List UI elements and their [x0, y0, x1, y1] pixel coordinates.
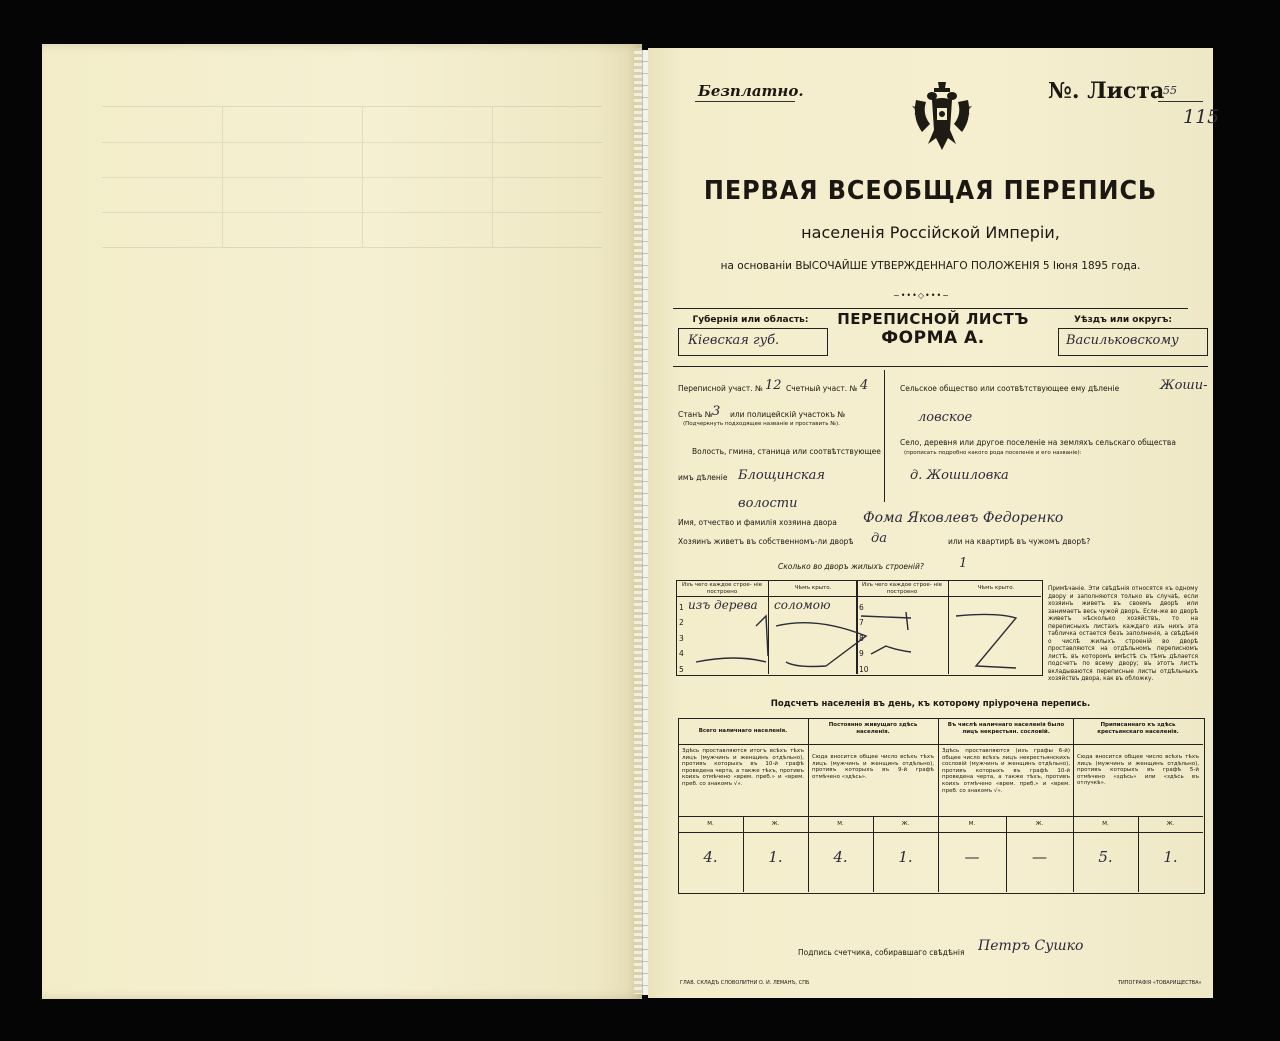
st-zh-3: Ж. [1035, 821, 1044, 827]
volost-label-2: имъ дѣленіе [678, 473, 728, 482]
st-val-2: 1. [768, 848, 783, 866]
st-col2-head: Постоянно живущаго здѣсь населенія. [828, 722, 918, 735]
st-val-3: 4. [833, 848, 848, 866]
signature-label: Подпись счетчика, собиравшаго свѣдѣнія [798, 948, 965, 957]
printer-stamp-left: ГЛАВ. СКЛАДЪ СЛОВОЛИТНИ О. И. ЛЕМАНЪ, СПБ [680, 980, 810, 986]
sheet-number-label: №. Листа [1048, 78, 1165, 104]
st-val-7: 5. [1098, 848, 1113, 866]
st-col4-body: Сюда вносится общее число всѣхъ тѣхъ лицъ (мужчинъ и женщинъ отдѣльно), противъ которыхъ въ графѣ 5-й отмѣчено «здѣсь» или «здѣсь въ отлучкѣ». [1077, 754, 1199, 787]
st-val-1: 4. [703, 848, 718, 866]
st-col3-body: Здѣсь проставляются (изъ графы 6-й) общее число всѣхъ лицъ некрестьянскихъ сословій (мужчинъ и женщинъ отдѣльно), противъ которыхъ въ графѣ 10-й проведена черта, а также тѣхъ, противъ коихъ отмѣчено «врем. преб.» и «врем. преб. со знакомъ √». [942, 748, 1070, 794]
bt-col-material-2: Изъ чего каждое строе- ніе построено [862, 582, 942, 595]
police-label: или полицейскій участокъ № [730, 410, 846, 419]
signature-value: Петръ Сушко [978, 938, 1084, 954]
st-m-1: М. [707, 821, 714, 827]
st-m-3: М. [968, 821, 976, 827]
bt-col-material: Изъ чего каждое строе- ніе построено [682, 582, 762, 595]
district-label: Уѣздъ или округъ: [1074, 315, 1172, 325]
st-col1-body: Здѣсь проставляются итогъ всѣхъ тѣхъ лицъ (мужчинъ и женщинъ отдѣльно), противъ которыхъ въ 10-й графѣ проведена черта, а также тѣхъ, противъ коихъ отмѣчено «врем. преб.» и «врем. преб. со знакомъ √». [682, 748, 804, 787]
volost-value: Блощинская [738, 468, 826, 483]
village-value: д. Жошиловка [910, 468, 1009, 483]
st-head-rule [678, 744, 1203, 745]
volost-label: Волость, гмина, станица или соотвѣтствующее [692, 447, 881, 456]
header-bottom-rule [673, 366, 1208, 367]
census-title: ПЕРВАЯ ВСЕОБЩАЯ ПЕРЕПИСЬ [703, 176, 1158, 206]
stan-label: Станъ № [678, 410, 713, 419]
st-mz-rule [678, 832, 1203, 833]
fields-divider [884, 370, 885, 502]
lives-label-2: или на квартирѣ въ чужомъ дворѣ? [948, 537, 1091, 546]
count-section-label: Счетный участ. № [786, 384, 858, 393]
bt-right-rows: 6 7 8 9 10 [859, 603, 869, 674]
underline-note: (Подчеркнуть подходящее названіе и проставить №). [683, 421, 840, 427]
st-val-5: — [964, 848, 980, 866]
bt-col-roof-2: Чѣмъ крыто. [977, 585, 1015, 591]
volost-value-2: волости [738, 496, 798, 511]
st-zh-1: Ж. [771, 821, 780, 827]
header-top-rule [673, 308, 1188, 309]
sheet-extra-number: 115 [1183, 106, 1220, 128]
stan-value: 3 [712, 404, 721, 419]
buildings-value: 1 [959, 556, 968, 571]
census-form-page [648, 48, 1220, 998]
society-value-2: ловское [918, 410, 973, 425]
society-label: Сельское общество или соотвѣтствующее ему дѣленіе [900, 384, 1120, 393]
owner-label: Имя, отчество и фамилія хозяина двора [678, 518, 837, 527]
buildings-label: Сколько во дворъ жилыхъ строеній? [778, 562, 924, 571]
village-note: (прописать подробно какого рода поселеніе и его названіе): [904, 450, 1082, 456]
book-gutter [634, 48, 642, 994]
st-col2-body: Сюда вносится общее число всѣхъ тѣхъ лицъ (мужчинъ и женщинъ отдѣльно), противъ которыхъ въ 9-й графѣ отмѣчено «здѣсь». [812, 754, 934, 780]
st-val-4: 1. [898, 848, 913, 866]
census-section-value: 12 [765, 378, 782, 393]
buildings-note: Примѣчаніе. Эти свѣдѣнія относятся къ одному двору и заполняются только въ случаѣ, если хозяинъ живетъ въ своемъ дворѣ или занимаетъ весь чужой дворъ. Если-же во дворѣ живетъ нѣсколько хозяйствъ, то на переписныхъ листахъ каждаго изъ нихъ эта табличка остается безъ заполненія, а свѣдѣнія о числѣ жилыхъ строеній во дворѣ проставляются на отдѣльномъ переписномъ листѣ, въ которомъ вмѣстѣ съ тѣмъ дѣлается подсчетъ по всему двору; въ этотъ листъ вкладываются переписные листы отдѣльныхъ хозяйствъ двора, как въ обложку. [1048, 586, 1198, 682]
free-label: Безплатно. [698, 82, 804, 100]
bt-col-roof: Чѣмъ крыто. [794, 585, 832, 591]
left-page-blank [42, 44, 642, 999]
census-subtitle: населенія Россійской Имперіи, [801, 223, 1060, 242]
sheet-number-line [1158, 101, 1203, 102]
printer-stamp-right: ТИПОГРАФІЯ «ТОВАРИЩЕСТВА» [1118, 980, 1202, 986]
bt-left-rows: 1 2 3 4 5 [679, 603, 684, 674]
st-col1-head: Всего наличнаго населенія. [698, 728, 788, 734]
summary-title: Подсчетъ населенія въ день, къ которому пріурочена перепись. [770, 699, 1091, 709]
imperial-eagle-icon [910, 78, 974, 154]
district-value: Васильковскому [1066, 333, 1179, 348]
lives-label: Хозяинъ живетъ въ собственномъ-ли дворѣ [678, 537, 854, 546]
owner-value: Фома Яковлевъ Федоренко [863, 510, 1064, 526]
count-section-value: 4 [860, 378, 869, 393]
st-zh-4: Ж. [1166, 821, 1175, 827]
bt-row1-material: изъ дерева [688, 598, 758, 612]
province-value: Кіевская губ. [688, 333, 780, 348]
ornament-divider: ~•••◇•••~ [893, 291, 950, 300]
book-spread [30, 40, 1220, 1000]
st-m-2: М. [837, 821, 844, 827]
form-title: ПЕРЕПИСНОЙ ЛИСТЪ ФОРМА А. [837, 310, 1029, 348]
sheet-number-value: 55 [1163, 84, 1177, 97]
st-body-rule [678, 816, 1203, 817]
free-underline [695, 101, 795, 102]
st-m-4: М. [1102, 821, 1109, 827]
st-col4-head: Приписаннаго къ здѣсь крестьянскаго населенія. [1097, 722, 1179, 735]
st-val-6: — [1032, 848, 1047, 866]
census-decree: на основаніи ВЫСОЧАЙШЕ УТВЕРЖДЕННАГО ПОЛОЖЕНІЯ 5 Іюня 1895 года. [720, 260, 1141, 272]
lives-value: да [871, 531, 887, 546]
province-label: Губернія или область: [692, 315, 809, 325]
census-section-label: Переписной участ. № [678, 384, 763, 393]
village-label: Село, деревня или другое поселеніе на земляхъ сельскаго общества [900, 438, 1176, 447]
bt-dash-strokes [676, 596, 1041, 674]
society-value: Жоши- [1160, 378, 1208, 393]
st-col3-head: Въ числѣ наличнаго населенія было лицъ некрестьян. сословій. [947, 722, 1065, 735]
bleed-through-table [102, 106, 602, 248]
st-val-8: 1. [1163, 848, 1178, 866]
bt-row1-roof: соломою [774, 598, 831, 612]
st-zh-2: Ж. [901, 821, 910, 827]
